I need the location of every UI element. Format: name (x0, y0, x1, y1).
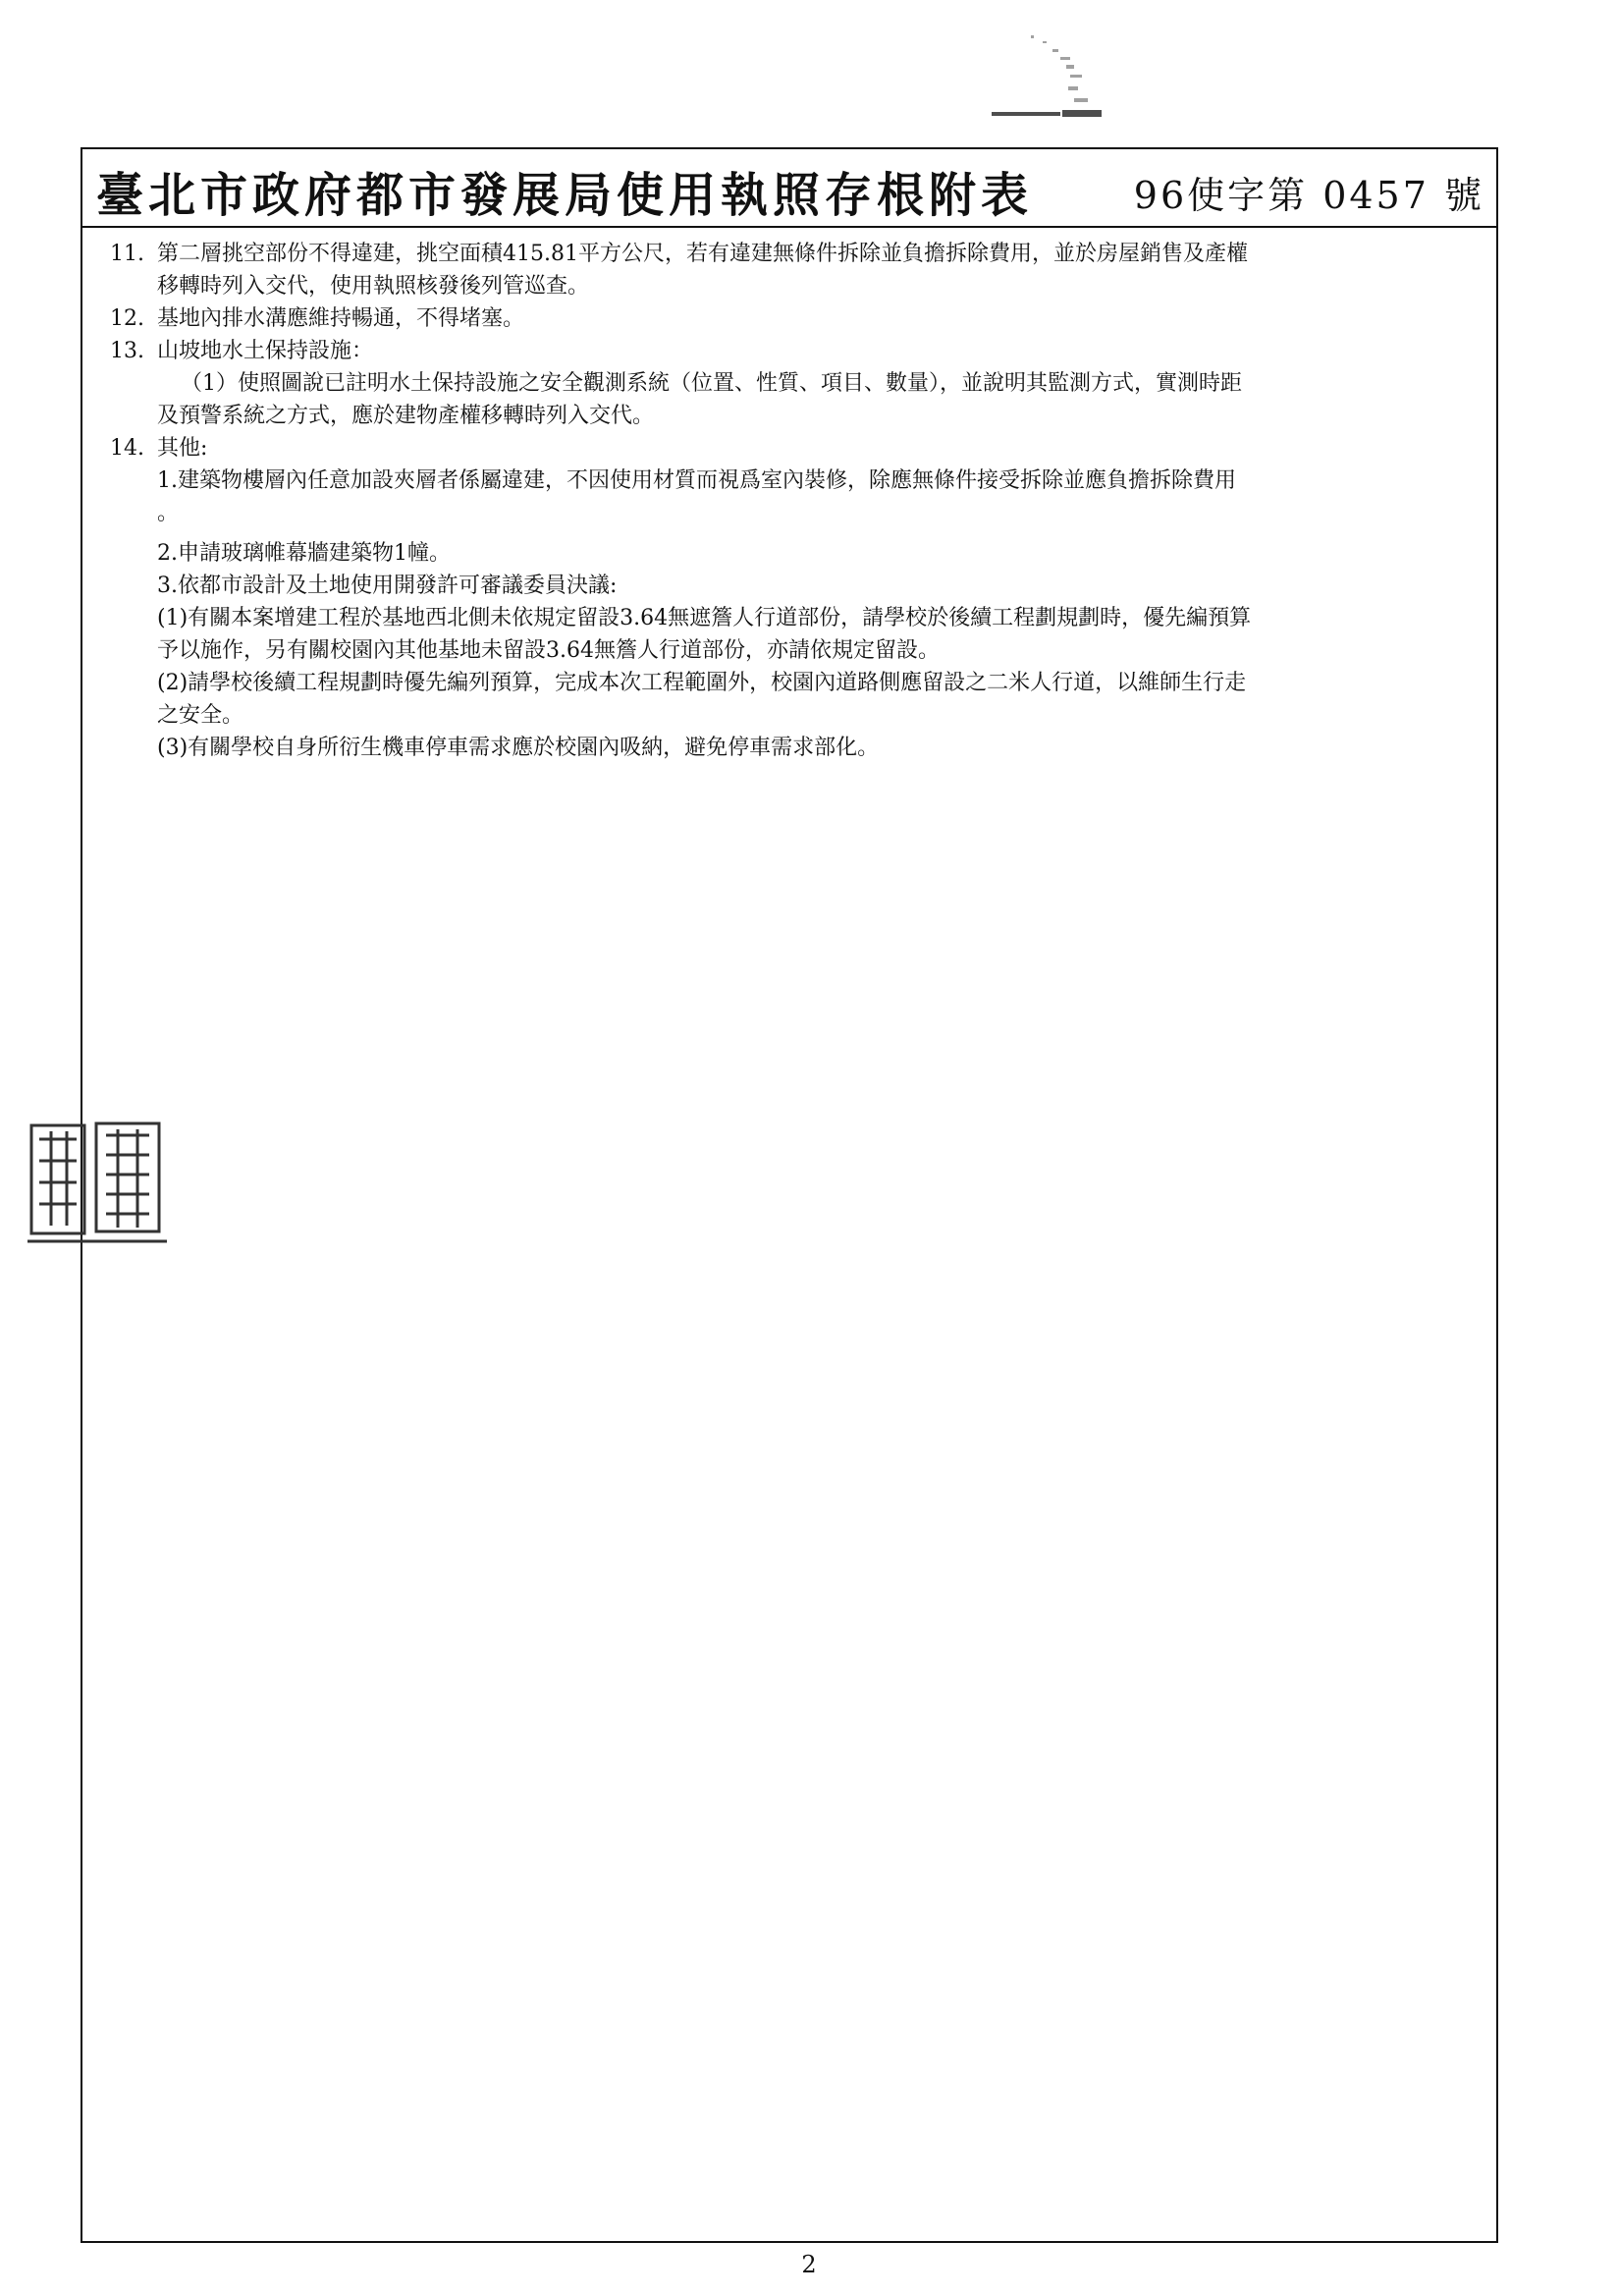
document-header (82, 149, 1496, 228)
scan-noise-mark (972, 27, 1119, 131)
sub-item-line: 3.依都市設計及土地使用開發許可審議委員決議: (157, 574, 618, 598)
item-text-line: 山坡地水土保持設施： (157, 339, 374, 363)
page-number: 2 (801, 2251, 817, 2278)
condition-item-12 (110, 302, 1484, 335)
sub-items-14 (110, 465, 1484, 764)
sub-item-line: (1)有關本案增建工程於基地西北側未依規定留設3.64無遮簷人行道部份，請學校於後續工程劃規劃時，優先編預算 (157, 606, 1252, 630)
sub-item-line: 予以施作，另有關校園內其他基地未留設3.64無簷人行道部份，亦請依規定留設。 (157, 638, 940, 663)
item-number: 13. (110, 339, 144, 363)
sub-item-line: (3)有關學校自身所衍生機車停車需求應於校園內吸納，避免停車需求部化。 (157, 736, 880, 760)
permit-number: 96使字第 0457 號 (1133, 174, 1484, 217)
sub-item (110, 367, 1484, 432)
sub-item-line: 2.申請玻璃帷幕牆建築物1幢。 (157, 541, 451, 566)
item-number: 14. (110, 436, 144, 461)
condition-item-13 (110, 335, 1484, 367)
item-text-line: 基地內排水溝應維持暢通，不得堵塞。 (157, 306, 525, 331)
sub-item-line: 1.建築物樓層內任意加設夾層者係屬違建，不因使用材質而視爲室內裝修，除應無條件接受拆除並應負擔拆除費用 (157, 468, 1236, 493)
conditions-list (110, 238, 1484, 764)
item-number: 12. (110, 306, 144, 331)
sub-item-line: (2)請學校後續工程規劃時優先編列預算，完成本次工程範圍外，校園內道路側應留設之二米人行道，以維師生行走 (157, 671, 1247, 695)
condition-item-11 (110, 238, 1484, 302)
item-text-line: 其他: (157, 436, 208, 461)
item-text-line: 移轉時列入交代，使用執照核發後列管巡查。 (157, 274, 590, 299)
sub-item-line: 及預警系統之方式，應於建物產權移轉時列入交代。 (157, 404, 655, 428)
sub-item-line: 。 (157, 501, 180, 525)
item-text-line: 第二層挑空部份不得違建，挑空面積415.81平方公尺，若有違建無條件拆除並負擔拆除費用，並於房屋銷售及產權 (157, 242, 1248, 266)
condition-item-14 (110, 432, 1484, 465)
document-title: 臺北市政府都市發展局使用執照存根附表 (96, 168, 1034, 223)
official-seal-icon (27, 1120, 167, 1247)
item-number: 11. (110, 242, 144, 266)
sub-item-line: 之安全。 (157, 703, 244, 728)
sub-item-line: （1）使照圖說已註明水土保持設施之安全觀測系統（位置、性質、項目、數量），並說明其監測方式，實測時距 (181, 371, 1243, 396)
